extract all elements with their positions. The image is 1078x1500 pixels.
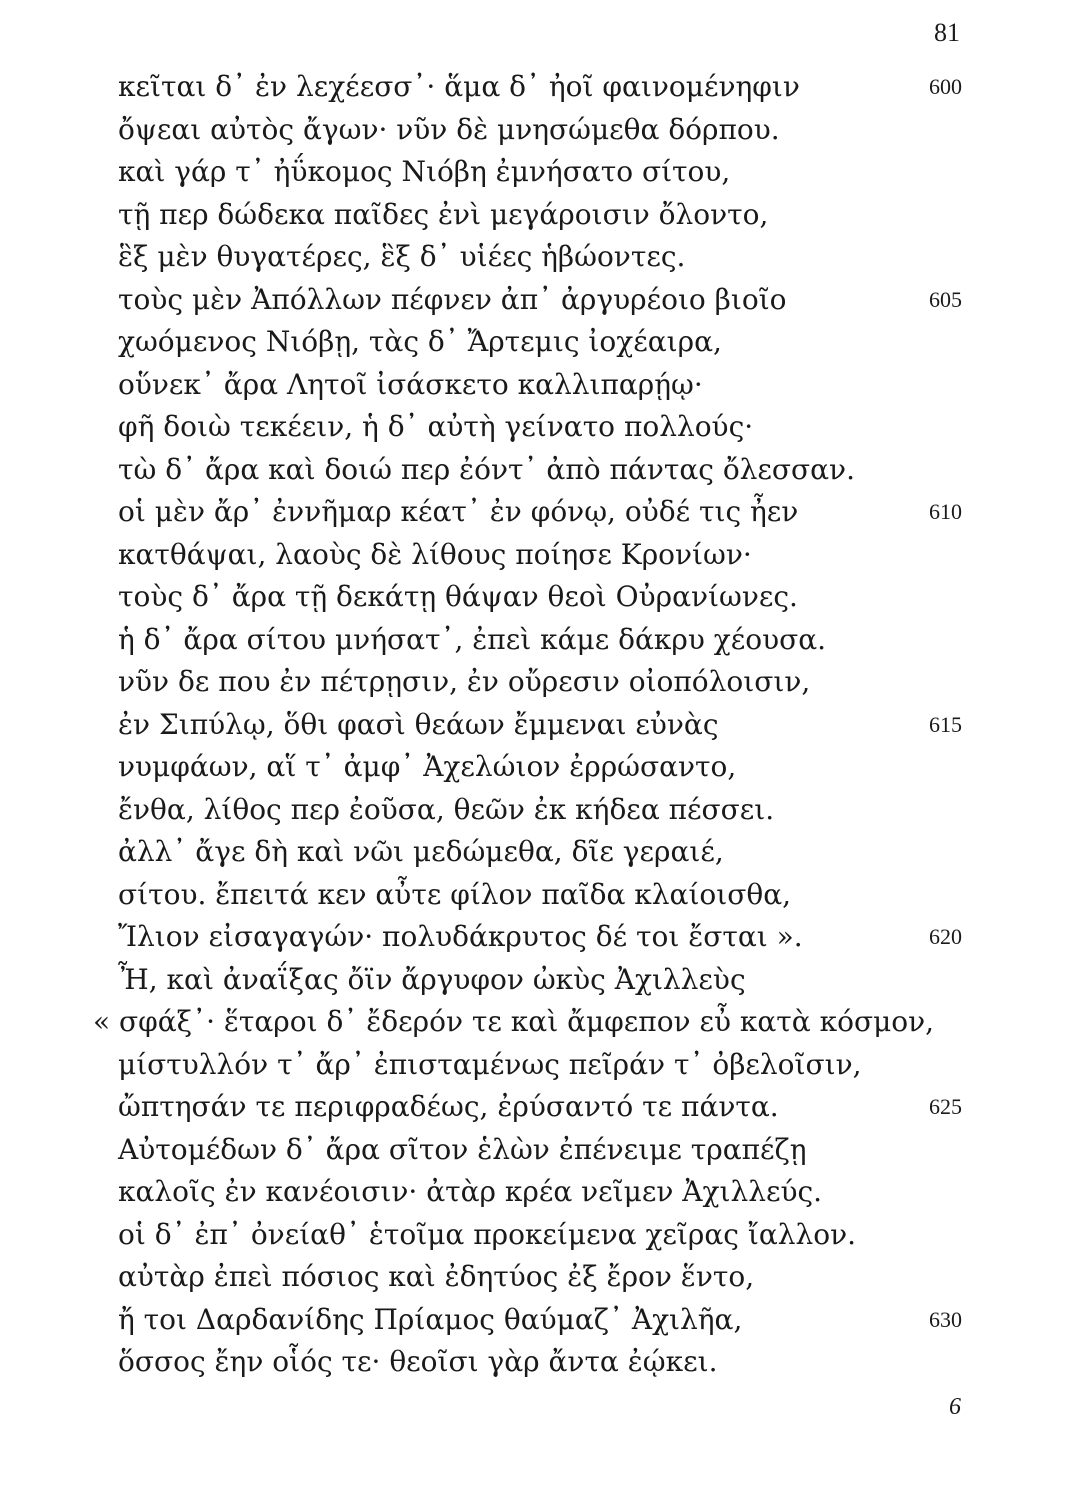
line-number: 615 bbox=[929, 711, 962, 737]
verse-line bbox=[0, 449, 1078, 492]
verse-line bbox=[0, 151, 1078, 194]
verse-line bbox=[0, 1214, 1078, 1257]
verse-line bbox=[0, 916, 1078, 959]
verse-line bbox=[0, 831, 1078, 874]
verse-text: ἡ δ᾽ ἄρα σίτου μνήσατ᾽, ἐπεὶ κάμε δάκρυ χέουσα. bbox=[118, 622, 827, 656]
verse-line bbox=[0, 279, 1078, 322]
verse-text: ὄψεαι αὐτὸς ἄγων· νῦν δὲ μνησώμεθα δόρπου. bbox=[118, 112, 780, 146]
verse-text: σίτου. ἔπειτά κεν αὖτε φίλον παῖδα κλαίοισθα, bbox=[118, 877, 792, 911]
verse-text: κατθάψαι, λαοὺς δὲ λίθους ποίησε Κρονίων· bbox=[118, 537, 752, 571]
verse-text: οὕνεκ᾽ ἄρα Λητοῖ ἰσάσκετο καλλιπαρῄῳ· bbox=[118, 367, 703, 401]
verse-line bbox=[0, 1341, 1078, 1384]
line-number: 600 bbox=[929, 74, 962, 99]
verse-line bbox=[0, 1256, 1078, 1299]
verse-line bbox=[0, 1086, 1078, 1129]
verse-text: ἓξ μὲν θυγατέρες, ἓξ δ᾽ υἱέες ἡβώοντες. bbox=[118, 240, 686, 273]
verse-line bbox=[0, 109, 1078, 152]
verse-text: οἱ δ᾽ ἐπ᾽ ὀνείαθ᾽ ἑτοῖμα προκείμενα χεῖρας ἴαλλον. bbox=[118, 1217, 857, 1251]
line-number: 620 bbox=[929, 924, 962, 949]
verse-line bbox=[0, 576, 1078, 619]
verse-line bbox=[0, 406, 1078, 449]
verse-line bbox=[0, 746, 1078, 789]
verse-line bbox=[0, 789, 1078, 832]
verse-line bbox=[0, 1044, 1078, 1087]
verse-text: Αὐτομέδων δ᾽ ἄρα σῖτον ἑλὼν ἐπένειμε τραπέζῃ bbox=[118, 1132, 807, 1166]
verse-text: καὶ γάρ τ᾽ ἠΰκομος Νιόβη ἐμνήσατο σίτου, bbox=[118, 155, 731, 188]
verse-text: ὤπτησάν τε περιφραδέως, ἐρύσαντό τε πάντα. bbox=[118, 1090, 779, 1123]
verse-text: Ἦ, καὶ ἀναΐξας ὄϊν ἄργυφον ὠκὺς Ἀχιλλεὺς bbox=[118, 962, 746, 996]
verse-text: μίστυλλόν τ᾽ ἄρ᾽ ἐπισταμένως πεῖράν τ᾽ ὀβελοῖσιν, bbox=[118, 1047, 862, 1081]
verse-line bbox=[0, 1001, 1078, 1044]
verse-text: κεῖται δ᾽ ἐν λεχέεσσ᾽· ἅμα δ᾽ ἠοῖ φαινομένηφιν bbox=[118, 70, 800, 103]
line-number: 630 bbox=[929, 1306, 962, 1332]
verse-text: τῇ περ δώδεκα παῖδες ἐνὶ μεγάροισιν ὄλοντο, bbox=[118, 197, 769, 231]
verse-line bbox=[0, 1299, 1078, 1342]
verse-line bbox=[0, 194, 1078, 237]
line-number: 610 bbox=[929, 499, 962, 524]
verse-line bbox=[0, 1171, 1078, 1214]
verse-line bbox=[0, 364, 1078, 407]
verse-text: τὼ δ᾽ ἄρα καὶ δοιώ περ ἐόντ᾽ ἀπὸ πάντας ὄλεσσαν. bbox=[118, 452, 855, 486]
verse-line bbox=[0, 959, 1078, 1002]
verse-line bbox=[0, 321, 1078, 364]
verse-line bbox=[0, 1129, 1078, 1172]
verse-text: ἔνθα, λίθος περ ἐοῦσα, θεῶν ἐκ κήδεα πέσσει. bbox=[118, 792, 775, 826]
verse-text: αὐτὰρ ἐπεὶ πόσιος καὶ ἐδητύος ἐξ ἔρον ἕντο, bbox=[118, 1260, 755, 1293]
verse-text: χωόμενος Νιόβῃ, τὰς δ᾽ Ἄρτεμις ἰοχέαιρα, bbox=[118, 325, 722, 358]
verse-text: φῆ δοιὼ τεκέειν, ἡ δ᾽ αὐτὴ γείνατο πολλούς· bbox=[118, 410, 754, 443]
verse-line bbox=[0, 534, 1078, 577]
verse-text: « σφάξ᾽· ἕταροι δ᾽ ἔδερόν τε καὶ ἄμφεπον εὖ κατὰ κόσμον, bbox=[93, 1005, 935, 1038]
verse-line bbox=[0, 704, 1078, 747]
verse-line bbox=[0, 619, 1078, 662]
verse-line bbox=[0, 874, 1078, 917]
line-number: 625 bbox=[929, 1094, 962, 1119]
verse-line bbox=[0, 66, 1078, 109]
verse-text: ἤ τοι Δαρδανίδης Πρίαμος θαύμαζ᾽ Ἀχιλῆα, bbox=[118, 1302, 743, 1336]
verse-text: νῦν δε που ἐν πέτρῃσιν, ἐν οὔρεσιν οἰοπόλοισιν, bbox=[118, 665, 811, 698]
verse-text: τοὺς μὲν Ἀπόλλων πέφνεν ἀπ᾽ ἀργυρέοιο βιοῖο bbox=[118, 282, 787, 316]
signature-mark: 6 bbox=[949, 1394, 961, 1420]
verse-text: ἀλλ᾽ ἄγε δὴ καὶ νῶι μεδώμεθα, δῖε γεραιέ, bbox=[118, 835, 724, 868]
verse-block bbox=[0, 66, 1078, 1384]
page-number: 81 bbox=[934, 18, 960, 47]
verse-text: οἱ μὲν ἄρ᾽ ἐννῆμαρ κέατ᾽ ἐν φόνῳ, οὐδέ τις ἦεν bbox=[118, 495, 799, 528]
verse-text: ἐν Σιπύλῳ, ὅθι φασὶ θεάων ἔμμεναι εὐνὰς bbox=[118, 707, 719, 741]
verse-line bbox=[0, 661, 1078, 704]
verse-text: τοὺς δ᾽ ἄρα τῇ δεκάτῃ θάψαν θεοὶ Οὐρανίωνες. bbox=[118, 580, 798, 613]
line-number: 605 bbox=[929, 286, 962, 312]
verse-text: ὅσσος ἔην οἷός τε· θεοῖσι γὰρ ἄντα ἐῴκει. bbox=[118, 1345, 718, 1378]
verse-text: καλοῖς ἐν κανέοισιν· ἀτὰρ κρέα νεῖμεν Ἀχιλλεύς. bbox=[118, 1175, 823, 1208]
verse-text: νυμφάων, αἵ τ᾽ ἀμφ᾽ Ἀχελώιον ἐρρώσαντο, bbox=[118, 750, 737, 783]
verse-line bbox=[0, 491, 1078, 534]
verse-line bbox=[0, 236, 1078, 279]
verse-text: Ἴλιον εἰσαγαγών· πολυδάκρυτος δέ τοι ἔσται ». bbox=[118, 920, 803, 953]
